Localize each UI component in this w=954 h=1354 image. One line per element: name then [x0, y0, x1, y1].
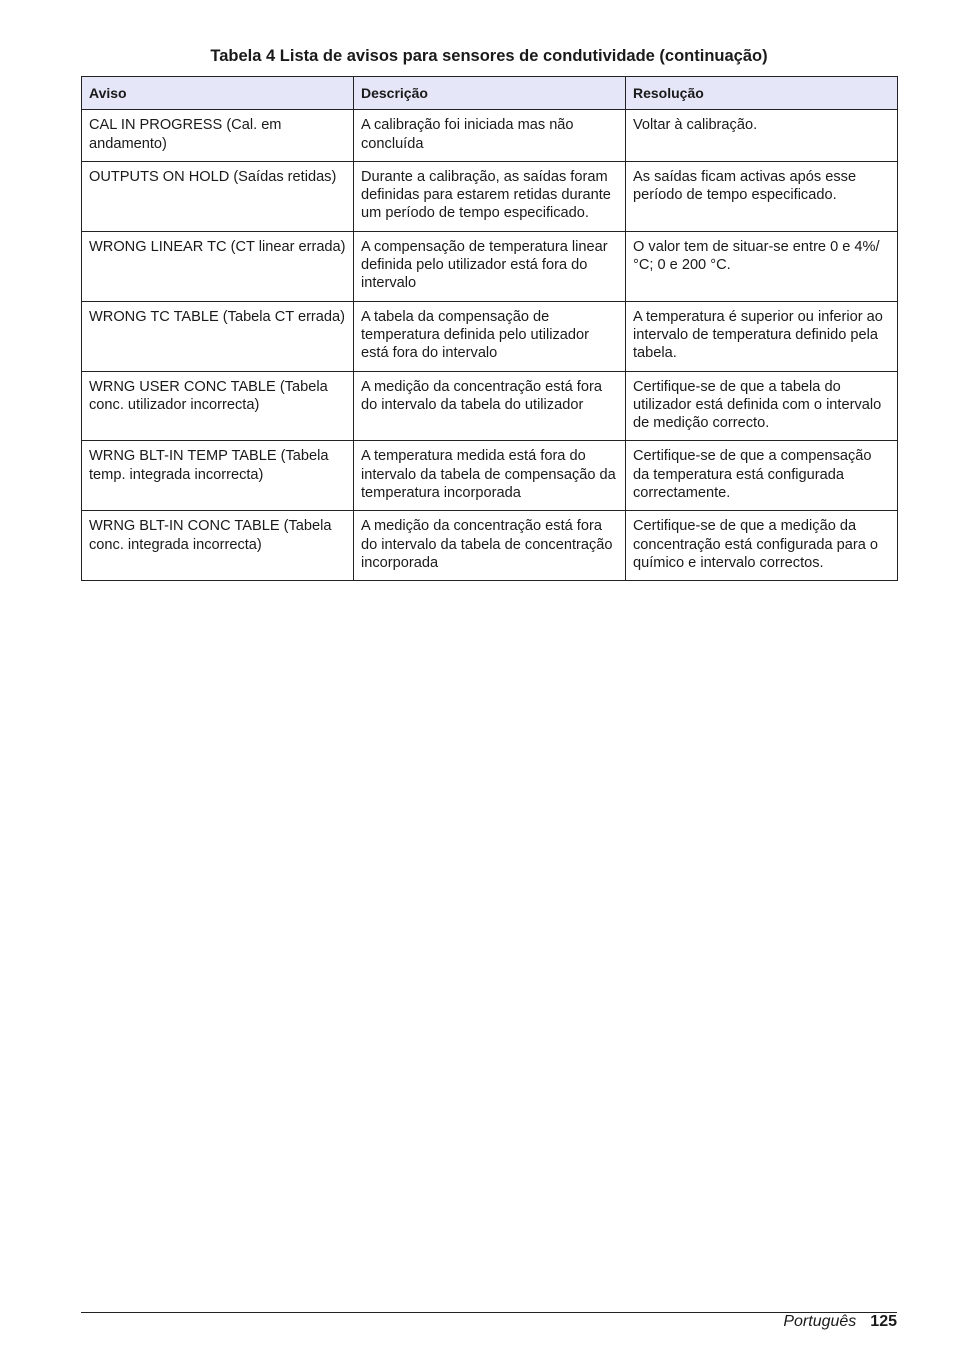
table-row [82, 231, 898, 301]
table-row [82, 511, 898, 581]
warning-cell: WRONG TC TABLE (Tabela CT errada) [82, 301, 354, 371]
warnings-table [81, 76, 898, 581]
table-row [82, 441, 898, 511]
resolution-cell: Certifique-se de que a compensação da temperatura está configurada correctamente. [626, 441, 898, 511]
table-title: Tabela 4 Lista de avisos para sensores de condutividade (continuação) [210, 47, 768, 65]
resolution-cell: O valor tem de situar-se entre 0 e 4%/°C; 0 e 200 °C. [626, 231, 898, 301]
resolution-cell: Voltar à calibração. [626, 110, 898, 162]
description-cell: A compensação de temperatura linear definida pelo utilizador está fora do intervalo [354, 231, 626, 301]
description-cell: A medição da concentração está fora do intervalo da tabela de concentração incorporada [354, 511, 626, 581]
resolution-cell: Certifique-se de que a tabela do utilizador está definida com o intervalo de medição correcto. [626, 371, 898, 441]
column-header-resolucao: Resolução [626, 77, 898, 110]
description-cell: A medição da concentração está fora do intervalo da tabela do utilizador [354, 371, 626, 441]
resolution-cell: As saídas ficam activas após esse período de tempo especificado. [626, 161, 898, 231]
resolution-cell: A temperatura é superior ou inferior ao intervalo de temperatura definido pela tabela. [626, 301, 898, 371]
warning-cell: WRNG BLT-IN CONC TABLE (Tabela conc. integrada incorrecta) [82, 511, 354, 581]
column-header-descricao: Descrição [354, 77, 626, 110]
warning-cell: WRONG LINEAR TC (CT linear errada) [82, 231, 354, 301]
table-header-row [82, 77, 898, 110]
warning-cell: OUTPUTS ON HOLD (Saídas retidas) [82, 161, 354, 231]
warning-cell: WRNG BLT-IN TEMP TABLE (Tabela temp. integrada incorrecta) [82, 441, 354, 511]
description-cell: A calibração foi iniciada mas não concluída [354, 110, 626, 162]
table-row [82, 301, 898, 371]
warning-cell: WRNG USER CONC TABLE (Tabela conc. utilizador incorrecta) [82, 371, 354, 441]
page-number: 125 [870, 1313, 897, 1330]
table-row [82, 110, 898, 162]
description-cell: Durante a calibração, as saídas foram definidas para estarem retidas durante um período de tempo especificado. [354, 161, 626, 231]
table-row [82, 161, 898, 231]
footer-divider [81, 1312, 897, 1313]
table-row [82, 371, 898, 441]
description-cell: A tabela da compensação de temperatura definida pelo utilizador está fora do intervalo [354, 301, 626, 371]
warning-cell: CAL IN PROGRESS (Cal. em andamento) [82, 110, 354, 162]
resolution-cell: Certifique-se de que a medição da concentração está configurada para o químico e intervalo correctos. [626, 511, 898, 581]
footer-language: Português [783, 1313, 857, 1330]
description-cell: A temperatura medida está fora do intervalo da tabela de compensação da temperatura incorporada [354, 441, 626, 511]
column-header-aviso: Aviso [82, 77, 354, 110]
page-footer [783, 1312, 897, 1332]
